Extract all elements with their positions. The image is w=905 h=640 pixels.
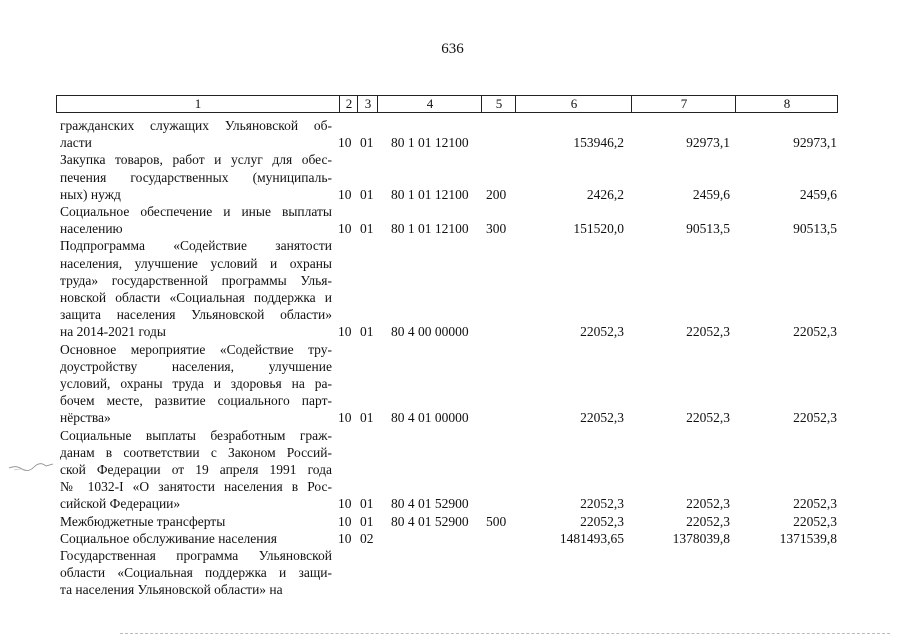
cell-col-6: 153946,2 [573, 135, 624, 151]
description-line: Социальное обслуживание населения [60, 530, 277, 546]
description-line: условий, охраны труда и здоровья на ра- [60, 375, 332, 391]
description-line: населению [60, 221, 123, 237]
cell-col-4: 80 1 01 12100 [391, 135, 469, 151]
description-line: Социальное обеспечение и иные выплаты [60, 204, 332, 219]
cell-col-3: 01 [360, 513, 374, 529]
description-line: гражданских служащих Ульяновской об- [60, 118, 332, 133]
cell-col-8: 90513,5 [793, 221, 837, 237]
cell-col-6: 22052,3 [580, 410, 624, 426]
description-line: ской Федерации от 19 апреля 1991 года [60, 461, 332, 477]
cell-col-3: 01 [360, 186, 374, 202]
header-col-2: 2 [339, 96, 358, 112]
cell-col-6: 2426,2 [586, 186, 624, 202]
cell-col-7: 92973,1 [686, 135, 730, 151]
cell-col-8: 2459,6 [799, 186, 837, 202]
header-col-7: 7 [631, 96, 736, 112]
cell-col-8: 22052,3 [793, 513, 837, 529]
cell-col-4: 80 4 00 00000 [391, 324, 469, 340]
cell-col-6: 151520,0 [573, 221, 624, 237]
cell-col-4: 80 4 01 52900 [391, 496, 469, 512]
cell-col-8: 22052,3 [793, 496, 837, 512]
cell-col-8: 1371539,8 [779, 530, 837, 546]
description-line: печения государственных (муниципаль- [60, 169, 332, 185]
cell-col-3: 02 [360, 530, 374, 546]
header-col-1: 1 [194, 96, 202, 111]
header-col-6: 6 [515, 96, 632, 112]
description-line: населения, улучшение условий и охраны [60, 255, 332, 271]
description-line: нёрства» [60, 410, 111, 426]
description-line: данам в соответствии с Законом Россий- [60, 444, 332, 460]
cell-col-2: 10 [338, 496, 352, 512]
cell-col-2: 10 [338, 410, 352, 426]
description-line: ласти [60, 135, 92, 151]
cell-col-6: 1481493,65 [559, 530, 624, 546]
description-line: бочем месте, развитие социального парт- [60, 393, 332, 409]
cell-col-2: 10 [338, 186, 352, 202]
cell-col-2: 10 [338, 135, 352, 151]
cell-col-8: 22052,3 [793, 324, 837, 340]
cell-col-7: 90513,5 [686, 221, 730, 237]
cell-col-6: 22052,3 [580, 513, 624, 529]
description-line: новской области «Социальная поддержка и [60, 289, 332, 305]
description-line: сийской Федерации» [60, 496, 181, 512]
row-description [60, 427, 332, 513]
description-line: ных) нужд [60, 186, 121, 202]
cell-col-6: 22052,3 [580, 324, 624, 340]
row-description [60, 117, 332, 151]
description-line: области «Социальная поддержка и защи- [60, 565, 332, 581]
row-description [60, 237, 332, 340]
description-line: Закупка товаров, работ и услуг для обес- [60, 152, 332, 168]
cell-col-5: 300 [486, 221, 507, 237]
cell-col-2: 10 [338, 324, 352, 340]
description-line: Основное мероприятие «Содействие тру- [60, 341, 332, 357]
cell-col-2: 10 [338, 221, 352, 237]
cell-col-3: 01 [360, 324, 374, 340]
header-col-8: 8 [735, 96, 838, 112]
cell-col-2: 10 [338, 530, 352, 546]
cell-col-4: 80 1 01 12100 [391, 186, 469, 202]
cell-col-2: 10 [338, 513, 352, 529]
row-description [60, 151, 332, 203]
header-col-5: 5 [481, 96, 516, 112]
description-line: труда» государственной программы Улья- [60, 272, 332, 288]
cell-col-7: 22052,3 [686, 324, 730, 340]
scan-artifact-mark [8, 462, 54, 472]
cell-col-7: 22052,3 [686, 513, 730, 529]
cell-col-4: 80 1 01 12100 [391, 221, 469, 237]
cell-col-3: 01 [360, 410, 374, 426]
header-col-4: 4 [377, 96, 482, 112]
cell-col-5: 200 [486, 186, 507, 202]
description-line: та населения Ульяновской области» на [60, 582, 283, 598]
page-bottom-edge [120, 633, 890, 636]
cell-col-7: 2459,6 [692, 186, 730, 202]
description-line: № 1032-I «О занятости населения в Рос- [60, 479, 332, 495]
cell-col-7: 22052,3 [686, 410, 730, 426]
description-line: защита населения Ульяновской области» [60, 307, 332, 323]
cell-col-6: 22052,3 [580, 496, 624, 512]
cell-col-3: 01 [360, 221, 374, 237]
description-line: Государственная программа Ульяновской [60, 548, 332, 563]
cell-col-3: 01 [360, 135, 374, 151]
cell-col-4: 80 4 01 52900 [391, 513, 469, 529]
header-col-3: 3 [357, 96, 378, 112]
cell-col-7: 22052,3 [686, 496, 730, 512]
cell-col-4: 80 4 01 00000 [391, 410, 469, 426]
cell-col-3: 01 [360, 496, 374, 512]
page-number: 636 [441, 41, 464, 57]
row-description [60, 203, 332, 237]
description-line: Подпрограмма «Содействие занятости [60, 238, 332, 254]
description-line: Социальные выплаты безработным граж- [60, 427, 332, 443]
cell-col-5: 500 [486, 513, 507, 529]
row-description [60, 547, 332, 599]
cell-col-7: 1378039,8 [672, 530, 730, 546]
cell-col-8: 22052,3 [793, 410, 837, 426]
row-description [60, 530, 332, 547]
row-description [60, 341, 332, 427]
table-header [56, 95, 838, 113]
description-line: Межбюджетные трансферты [60, 513, 226, 529]
description-line: доустройству населения, улучшение [60, 358, 332, 374]
cell-col-8: 92973,1 [793, 135, 837, 151]
row-description [60, 513, 332, 530]
description-line: на 2014-2021 годы [60, 324, 166, 340]
